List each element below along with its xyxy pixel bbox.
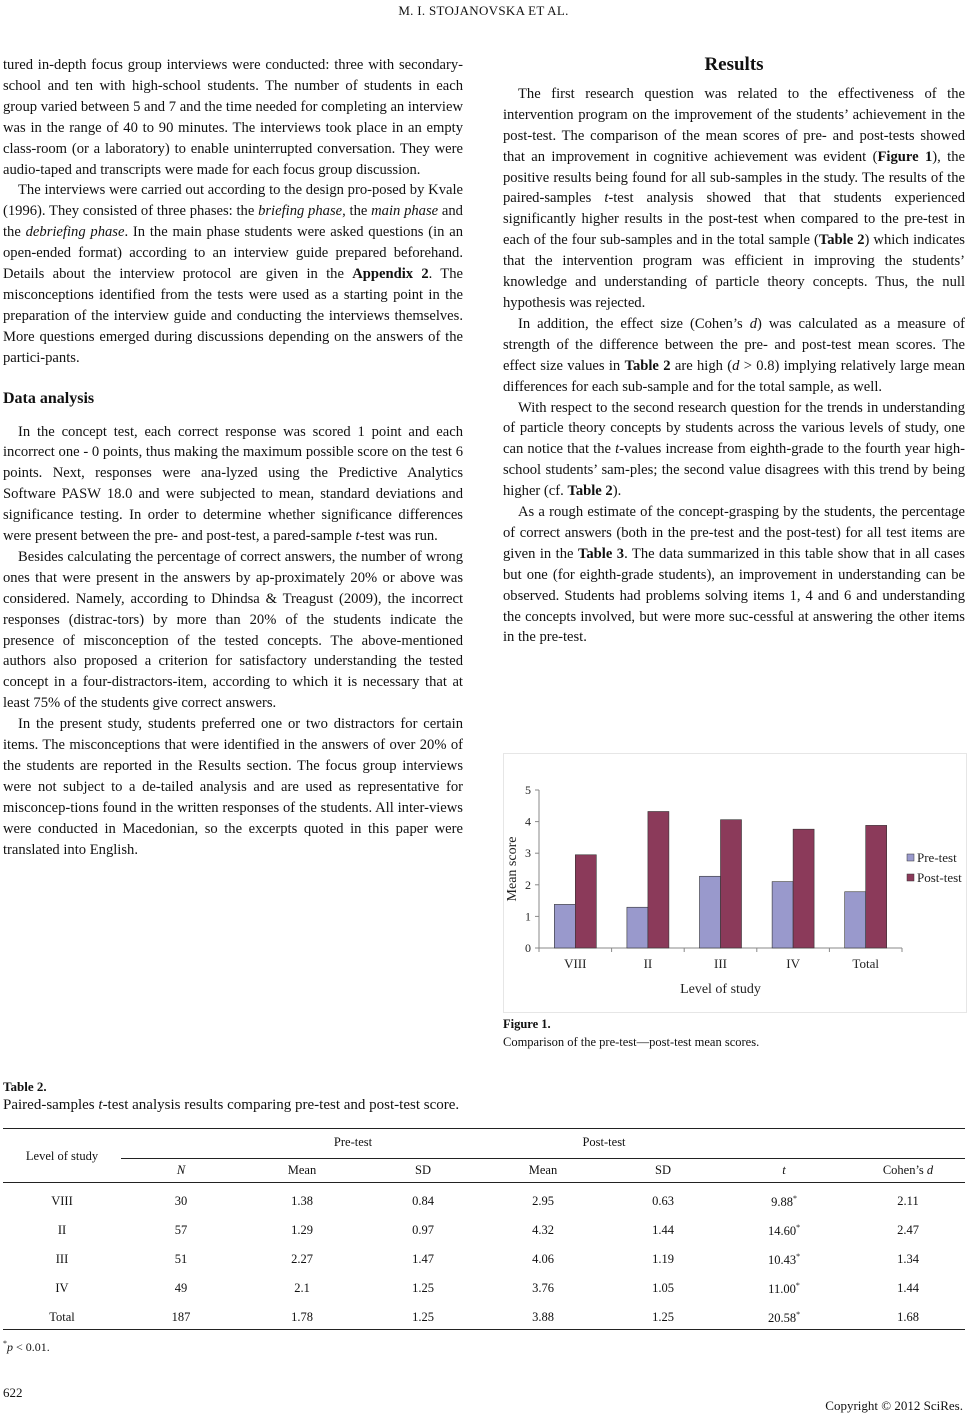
cell-t: 14.60*	[767, 1223, 801, 1239]
cell-n: 49	[174, 1281, 188, 1295]
cell-cohens-d: 2.11	[897, 1194, 919, 1208]
col-header-post-sd: SD	[655, 1163, 671, 1177]
legend-swatch	[907, 874, 914, 881]
legend-swatch	[907, 854, 914, 861]
paragraph: tured in-depth focus group interviews were conducted: three with secondary-school and ten with high-school students. The number of students in each group varied between 5 and 7 and the time needed for completing an interview was in the range of 40 to 90 minutes. The interviews took place in an empty class-room (or a laboratory) to enable uninterrupted conversation. They were audio-taped and transcripts were made for each focus group discussion.	[3, 57, 463, 178]
section-heading: Results	[704, 54, 764, 75]
x-tick-label: II	[643, 956, 653, 971]
cell-post-sd: 1.25	[652, 1310, 674, 1324]
legend-label: Pre-test	[917, 850, 957, 865]
table-footnote: *p < 0.01.	[3, 1339, 50, 1354]
running-head: M. I. STOJANOVSKA ET AL.	[398, 3, 569, 18]
bar-pre-test	[554, 904, 575, 948]
figure-caption	[503, 1015, 759, 1051]
paragraph: Besides calculating the percentage of correct answers, the number of wrong ones that were present in the answers by ap-proximately 20% or above was considered. Namely, according to Dhindsa & Treagust (2009), the incorrect responses (distrac-tors) by more than 20% of the students indicate the presence of misconception of the tested concepts. The above-mentioned authors also proposed a criterion for satisfactory understanding the tested concept in a four-distractors-item, according to which it is necessary that at least 75% of the students give correct answers.	[3, 548, 463, 712]
bar-post-test	[793, 829, 814, 948]
paragraph: With respect to the second research question for the trends in understanding of particle theory concepts by students across the various levels of study, one can notice that the t-values increase from eighth-grade to the fourth year high-school students’ sam-ples; the second value disagrees with this trend by being higher (cf. Table 2).	[503, 399, 965, 500]
col-group-post: Post-test	[582, 1135, 626, 1149]
left-column	[3, 55, 463, 861]
y-tick-label: 1	[525, 909, 531, 924]
paragraph: In addition, the effect size (Cohen’s d) was calculated as a measure of strength of the difference between the pre- and post-test mean scores. The effect size values in Table 2 are high (d > 0.8) implying relatively large mean differences for each sub-sample and for the total sample, as well.	[503, 315, 965, 395]
cell-n: 57	[174, 1223, 188, 1237]
cell-pre-sd: 1.25	[412, 1310, 434, 1324]
y-tick-label: 5	[525, 783, 531, 797]
cell-cohens-d: 1.68	[897, 1310, 919, 1324]
col-header-level: Level of study	[25, 1149, 99, 1163]
table-top-rule	[3, 1128, 965, 1129]
cell-n: 30	[174, 1194, 188, 1208]
x-tick-label: VIII	[564, 956, 587, 971]
bar-post-test	[866, 825, 887, 948]
cell-level: II	[57, 1223, 67, 1237]
x-tick-label: Total	[852, 956, 879, 971]
bar-pre-test	[772, 882, 793, 948]
cell-pre-sd: 1.25	[412, 1281, 434, 1295]
y-axis-label: Mean score	[505, 836, 520, 902]
table-bottom-rule	[3, 1329, 965, 1330]
x-axis-label: Level of study	[680, 982, 761, 997]
cell-post-sd: 1.05	[652, 1281, 674, 1295]
bar-post-test	[721, 820, 742, 948]
cell-pre-mean: 2.1	[294, 1281, 310, 1295]
cell-pre-sd: 0.97	[412, 1223, 434, 1237]
cell-level: III	[55, 1252, 69, 1266]
paragraph: In the concept test, each correct response was scored 1 point and each incorrect one - 0 points, thus making the maximum possible score on the test 6 points. Next, responses were ana-lyzed using the Predictive Analytics Software PASW 18.0 and were subjected to mean, standard deviations and significance testing. In order to determine whether significance differences were present between the pre- and post-test, a pared-sample t-test was run.	[3, 423, 463, 545]
paragraph: As a rough estimate of the concept-grasping by the students, the percentage of correct answers (both in the pre-test and the post-test) for all test items are given in the Table 3. The data summarized in this table show that in all cases but one (for eighth-grade students), an improvement in understanding can be observed. Students had problems solving items 1, 4 and 6 and understanding the concepts involved, but were more suc-cessful at answering the other items in the pre-test.	[503, 504, 965, 646]
table-caption-text: Paired-samples t-test analysis results comparing pre-test and post-test score.	[3, 1097, 460, 1113]
cell-t: 10.43*	[767, 1252, 801, 1268]
x-tick-label: III	[714, 956, 727, 971]
figure-1-chart	[503, 753, 967, 1013]
table-label: Table 2.	[3, 1079, 47, 1094]
cell-post-sd: 0.63	[652, 1194, 674, 1208]
cell-pre-mean: 1.78	[291, 1310, 313, 1324]
col-header-pre-mean: Mean	[287, 1163, 317, 1177]
table-group-rule	[121, 1158, 965, 1159]
figure-caption-text: Comparison of the pre-test—post-test mean scores.	[503, 1035, 760, 1049]
col-header-pre-sd: SD	[415, 1163, 431, 1177]
bar-pre-test	[700, 876, 721, 948]
cell-level: Total	[49, 1310, 75, 1324]
paragraph: The first research question was related to the effectiveness of the intervention program on the improvement of the students’ achievement in the post-test. The comparison of the mean scores of pre- and post-tests showed that an improvement in cognitive achievement was evident (Figure 1), the positive results being found for all sub-samples in the study. The results of the paired-samples t-test analysis showed that that students experienced significantly higher results in the post-test when compared to the pre-test in each of the four sub-samples and in the total sample (Table 2) which indicates that the intervention program was efficient in improving the students’ knowledge and understanding of particle theory concepts. Thus, the null hypothesis was rejected.	[503, 85, 965, 311]
table-caption	[3, 1078, 459, 1114]
cell-post-sd: 1.44	[652, 1223, 674, 1237]
cell-post-mean: 2.95	[532, 1194, 554, 1208]
copyright: Copyright © 2012 SciRes.	[825, 1398, 963, 1413]
cell-n: 187	[171, 1310, 191, 1324]
cell-pre-mean: 2.27	[291, 1252, 313, 1266]
cell-cohens-d: 1.44	[897, 1281, 919, 1295]
cell-pre-sd: 0.84	[412, 1194, 434, 1208]
section-heading: Data analysis	[3, 389, 95, 407]
cell-t: 11.00*	[768, 1281, 800, 1297]
right-column	[503, 55, 965, 648]
cell-post-mean: 4.32	[532, 1223, 554, 1237]
figure-label: Figure 1.	[503, 1017, 551, 1031]
col-header-n: N	[176, 1163, 186, 1177]
col-header-t: t	[782, 1163, 786, 1177]
bar-pre-test	[845, 892, 866, 948]
cell-post-mean: 3.88	[532, 1310, 554, 1324]
cell-t: 9.88*	[771, 1194, 797, 1210]
cell-pre-sd: 1.47	[412, 1252, 434, 1266]
cell-pre-mean: 1.29	[291, 1223, 313, 1237]
y-tick-label: 0	[525, 941, 531, 955]
cell-post-mean: 4.06	[532, 1252, 554, 1266]
y-tick-label: 2	[525, 877, 531, 892]
cell-post-sd: 1.19	[652, 1252, 674, 1266]
bar-post-test	[648, 811, 669, 948]
col-group-pre: Pre-test	[333, 1135, 373, 1149]
y-tick-label: 3	[525, 846, 531, 861]
bar-pre-test	[627, 907, 648, 948]
col-header-cohens-d: Cohen’s d	[882, 1163, 934, 1177]
paragraph: In the present study, students preferred one or two distractors for certain items. The misconceptions that were identified in the answers of over 20% of the students are reported in the Results section. The focus group interviews were not subject to a de-tailed analysis and are used as representative for misconcep-tions found in the written responses of the students. All inter-views were conducted in Macedonian, so the excerpts quoted in this paper were translated into English.	[3, 716, 463, 858]
cell-t: 20.58*	[767, 1310, 801, 1326]
page-number: 622	[3, 1385, 23, 1400]
col-header-post-mean: Mean	[528, 1163, 558, 1177]
cell-n: 51	[174, 1252, 188, 1266]
bar-chart	[504, 754, 966, 1012]
table-header-rule	[3, 1182, 965, 1183]
y-tick-label: 4	[525, 814, 531, 829]
cell-level: VIII	[51, 1194, 73, 1208]
legend-label: Post-test	[917, 870, 962, 885]
bar-post-test	[575, 855, 596, 948]
cell-cohens-d: 1.34	[897, 1252, 919, 1266]
cell-post-mean: 3.76	[532, 1281, 554, 1295]
paragraph: The interviews were carried out according to the design pro-posed by Kvale (1996). They consisted of three phases: the briefing phase, the main phase and the debriefing phase. In the main phase students were asked questions (in an open-ended format) according to an interview guide prepared beforehand. Details about the interview protocol are given in the Appendix 2. The misconceptions identified from the tests were used as a starting point in the preparation of the interview guide and conducting the interviews themselves. More questions emerged during discussions depending on the answers of the partici-pants.	[3, 182, 464, 366]
cell-cohens-d: 2.47	[897, 1223, 919, 1237]
cell-level: IV	[55, 1281, 69, 1295]
cell-pre-mean: 1.38	[291, 1194, 313, 1208]
x-tick-label: IV	[786, 956, 800, 971]
